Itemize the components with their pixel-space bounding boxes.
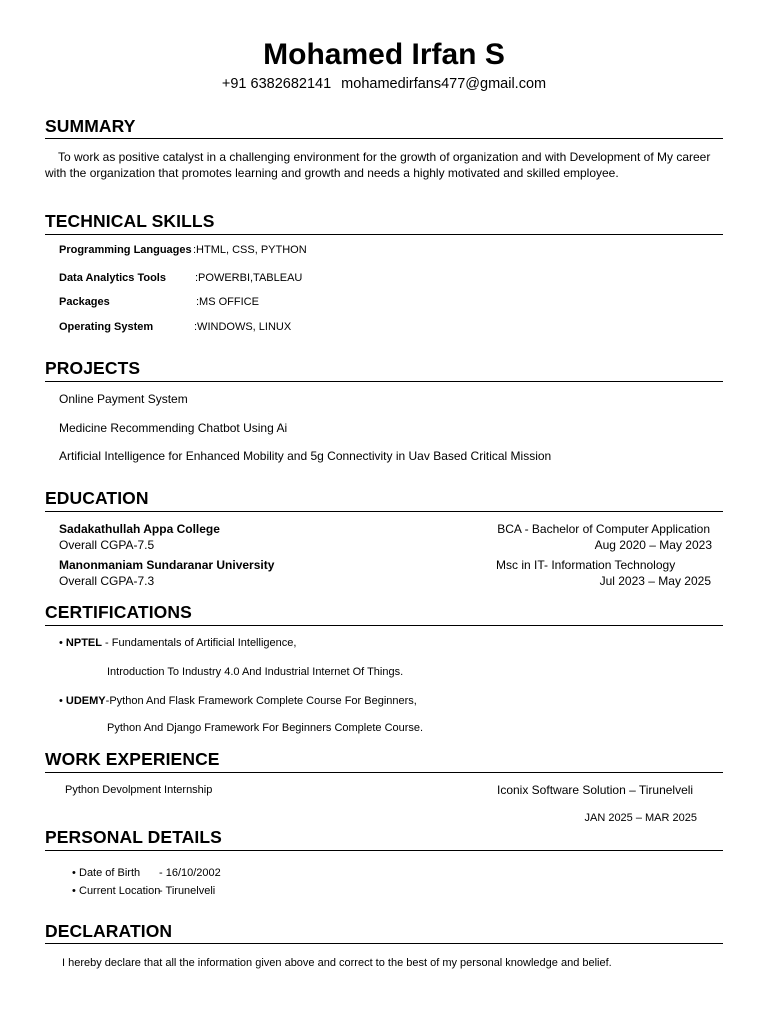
certification-course: Python And Django Framework For Beginners Complete Course. (107, 722, 424, 734)
education-school: Sadakathullah Appa College (59, 522, 220, 536)
contact-line (0, 76, 768, 92)
bullet: • (59, 695, 63, 707)
certification-course: Python And Flask Framework Complete Course For Beginners, (109, 695, 417, 707)
personal-value: - 16/10/2002 (159, 867, 221, 879)
summary-text-line-2: with the organization that promotes learning and growth and needs a highly motivated and skilled employee. (45, 166, 619, 180)
personal-bullet: • (72, 885, 76, 897)
education-school: Manonmaniam Sundaranar University (59, 558, 275, 572)
skill-value: :HTML, CSS, PYTHON (193, 244, 307, 256)
certification-separator: - (101, 637, 112, 649)
technical-skills-divider (45, 234, 723, 235)
bullet: • (59, 637, 63, 649)
skill-label: Packages (59, 296, 110, 308)
certification-course: Fundamentals of Artificial Intelligence, (111, 637, 297, 649)
education-dates: Aug 2020 – May 2023 (594, 538, 712, 552)
summary-text-line-1: To work as positive catalyst in a challenging environment for the growth of organization and with Development of My career (58, 150, 711, 164)
technical-skills-heading: TECHNICAL SKILLS (45, 211, 215, 231)
declaration-text: I hereby declare that all the information given above and correct to the best of my personal knowledge and belief. (62, 957, 612, 969)
certification-provider: UDEMY (65, 695, 106, 707)
education-grade: Overall CGPA-7.5 (59, 538, 155, 552)
email-address: mohamedirfans477@gmail.com (341, 76, 547, 92)
project-item: Artificial Intelligence for Enhanced Mobility and 5g Connectivity in Uav Based Critical Mission (59, 449, 552, 463)
education-divider (45, 511, 723, 512)
skill-label: Operating System (59, 321, 154, 333)
skill-label: Programming Languages (59, 244, 192, 256)
education-heading: EDUCATION (45, 488, 149, 508)
certification-course: Introduction To Industry 4.0 And Industrial Internet Of Things. (107, 666, 404, 678)
personal-label: Current Location (79, 885, 161, 897)
phone-number: +91 6382682141 (221, 76, 332, 92)
skill-value: :WINDOWS, LINUX (194, 321, 292, 333)
certifications-heading: CERTIFICATIONS (45, 602, 192, 622)
certification-item (59, 637, 296, 649)
work-experience-divider (45, 772, 723, 773)
declaration-heading: DECLARATION (45, 921, 173, 941)
education-grade: Overall CGPA-7.3 (59, 574, 155, 588)
declaration-divider (45, 943, 723, 944)
personal-bullet: • (72, 867, 76, 879)
personal-label: Date of Birth (79, 867, 141, 879)
projects-divider (45, 381, 723, 382)
skill-label: Data Analytics Tools (59, 272, 166, 284)
certification-separator: - (105, 695, 110, 707)
work-experience-heading: WORK EXPERIENCE (45, 749, 220, 769)
project-item: Online Payment System (59, 392, 188, 406)
education-degree: Msc in IT- Information Technology (496, 558, 676, 572)
education-dates: Jul 2023 – May 2025 (599, 574, 711, 588)
project-item: Medicine Recommending Chatbot Using Ai (59, 421, 288, 435)
skill-value: :MS OFFICE (196, 296, 259, 308)
certification-provider: NPTEL (65, 637, 102, 649)
summary-divider (45, 138, 723, 139)
work-role: Python Devolpment Internship (65, 784, 213, 796)
candidate-name: Mohamed Irfan S (263, 38, 505, 71)
work-dates: JAN 2025 – MAR 2025 (584, 812, 697, 824)
projects-heading: PROJECTS (45, 358, 141, 378)
education-degree: BCA - Bachelor of Computer Application (497, 522, 710, 536)
certification-item (59, 695, 417, 707)
personal-value: - Tirunelveli (159, 885, 216, 897)
skill-value: :POWERBI,TABLEAU (195, 272, 303, 284)
summary-heading: SUMMARY (45, 116, 136, 136)
personal-details-divider (45, 850, 723, 851)
certifications-divider (45, 625, 723, 626)
personal-details-heading: PERSONAL DETAILS (45, 827, 222, 847)
work-company: Iconix Software Solution – Tirunelveli (497, 783, 694, 797)
